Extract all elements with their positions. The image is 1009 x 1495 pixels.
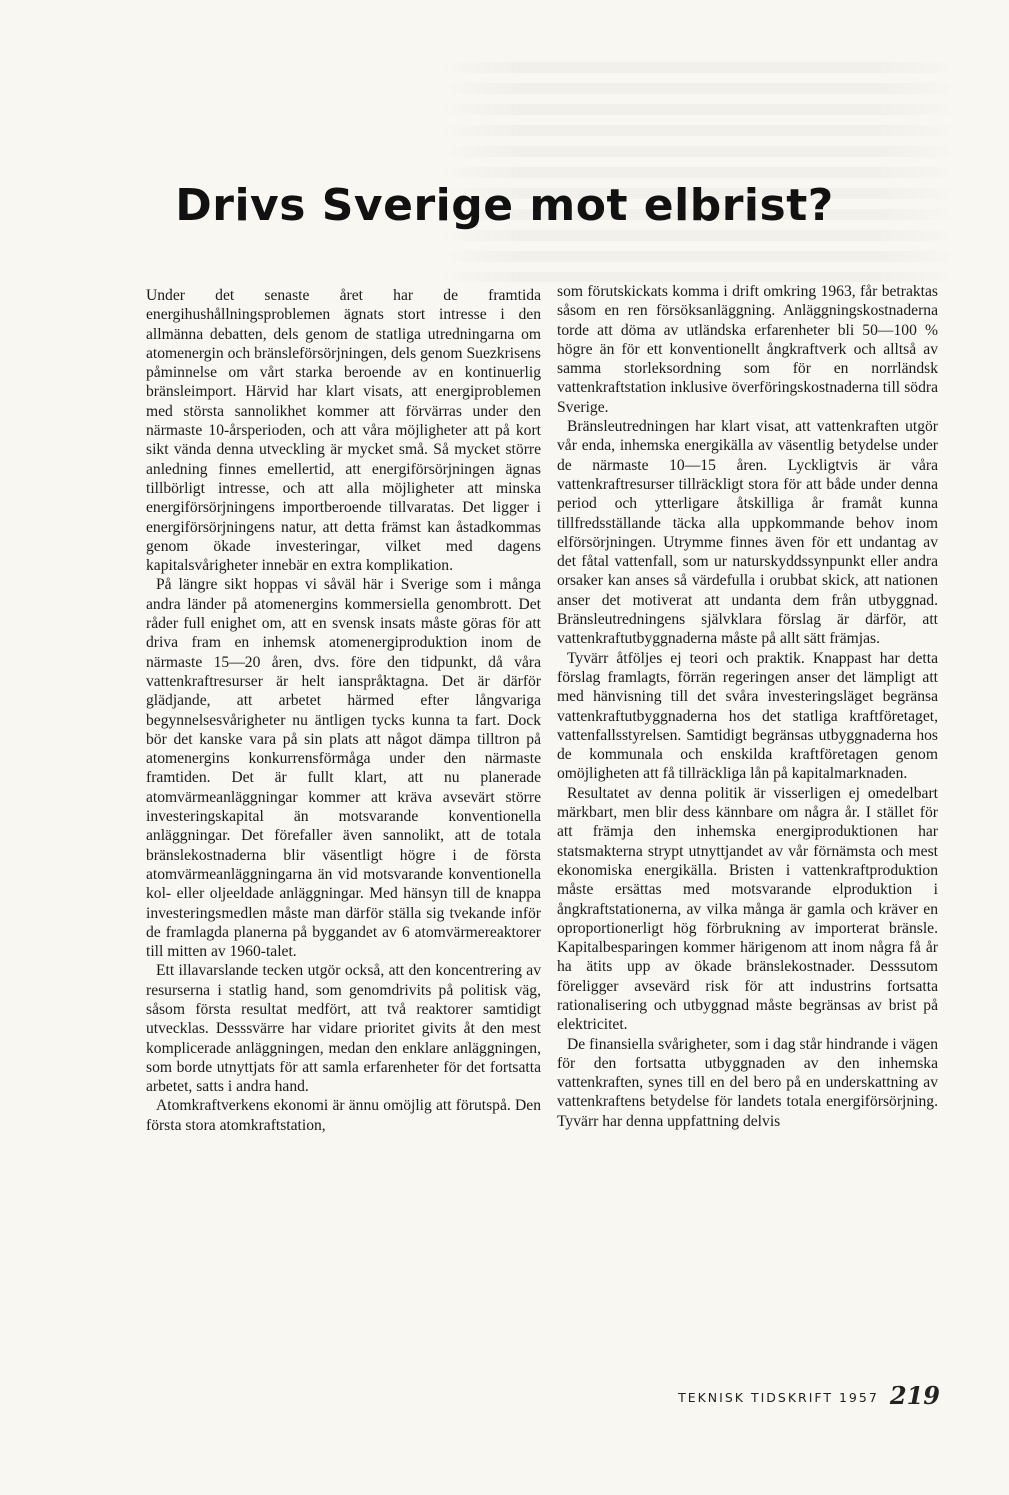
paragraph: Tyvärr åtföljes ej teori och praktik. Knappast har detta förslag framlagts, förrän regeringen anser det lämpligt att med hänvisning till det svåra investeringsläget begränsa vattenkraftutbyggnaderna hos det statliga kraftföretaget, vattenfallsstyrelsen. Samtidigt begränsas utbyggnaderna hos de kommunala och enskilda kraftföretagen genom omöjligheten att få tillräckliga lån på kapitalmarknaden. <box>557 649 938 783</box>
paragraph: De finansiella svårigheter, som i dag står hindrande i vägen för den fortsatta utbyggnaden av den inhemska vattenkraften, synes till en del bero på en underskattning av vattenkraftens betydelse för landets totala energiförsörjning. Tyvärr har denna uppfattning delvis <box>557 1035 938 1130</box>
right-column <box>557 282 938 1131</box>
paragraph: Resultatet av denna politik är visserligen ej omedelbart märkbart, men blir dess kännbare om några år. I stället för att främja den inhemska energiproduktionen har statsmakterna strypt utnyttjandet av vår förnämsta och mest ekonomiska energikälla. Bristen i vattenkraftproduktion måste ersättas med motsvarande elproduktion i ångkraftstationerna, av vilka många är gamla och kräver en oproportionerligt hög förbrukning av importerat bränsle. Kapitalbesparingen kommer härigenom att inom några få år ha ätits upp av ökade bränslekostnader. Desssutom föreligger avsevärd risk för att industrins fortsatta rationalisering och utbyggnad måste begränsas av brist på elektricitet. <box>557 784 938 1034</box>
paragraph: Atomkraftverkens ekonomi är ännu omöjlig att förutspå. Den första stora atomkraftstation, <box>146 1097 541 1134</box>
paragraph: Bränsleutredningen har klart visat, att vattenkraften utgör vår enda, inhemska energikälla av väsentlig betydelse under de närmaste 10—15 åren. Lyckligtvis är våra vattenkraftresurser tillräckligt stora för att både under denna period och ytterligare åtskilliga år framåt kunna tillfredsställande täcka alla uppkommande behov inom elförsörjningen. Utrymme finnes även för ett undantag av det fåtal vattenfall, som ur naturskyddssynpunkt eller andra orsaker kan anses så värdefulla i orubbat skick, att nationen anser det motiverat att undanta dem från utbyggnad. Bränsleutredningens självklara förslag är därför, att vattenkraftutbyggnaderna måste på allt sätt främjas. <box>557 418 938 648</box>
paragraph: Ett illavarslande tecken utgör också, att den koncentrering av resurserna i statlig hand, som genomdrivits på politisk väg, såsom första resultat medfört, att två reaktorer samtidigt utvecklas. Desssvärre har vidare prioritet givits åt den mest komplicerade anläggningen, medan den enklare anläggningen, som borde utnyttjats för att samla erfarenheter för det fortsatta arbetet, satts i andra hand. <box>146 962 541 1096</box>
article-title: Drivs Sverige mot elbrist? <box>175 180 834 231</box>
paragraph: som förutskickats komma i drift omkring 1963, får betraktas såsom en ren försöksanläggning. Anläggningskostnaderna torde att döma av utländska erfarenheter bli 50—100 % högre än för ett konventionellt ångkraftverk och alltså av samma storleksordning som för en norrländsk vattenkraftstation inklusive överföringskostnaderna till södra Sverige. <box>557 283 938 416</box>
left-column <box>146 286 541 1135</box>
bleed-through-texture <box>440 62 960 282</box>
page-number: 219 <box>889 1381 940 1410</box>
paragraph: Under det senaste året har de framtida energihushållningsproblemen ägnats stort intresse i den allmänna debatten, dels genom de statliga utredningarna om atomenergin och bränsleförsörjningen, dels genom Suezkrisens påminnelse om vårt starka beroende av en kontinuerlig bränsleimport. Härvid har klart visats, att energiproblemen med största sannolikhet kommer att förvärras under den närmaste 10-årsperioden, och att våra möjligheter att på kort sikt vända denna utveckling är mycket små. Så mycket större anledning finnes emellertid, att energiförsörjningen ägnas tillbörligt intresse, och att alla möjligheter att minska energiförsörjningens importberoende tillvaratas. Det ligger i energiförsörjningens natur, att detta främst kan åstadkommas genom ökade investeringar, vilket med dagens kapitalsvårigheter innebär en extra komplikation. <box>146 287 541 575</box>
page-footer <box>672 1381 940 1410</box>
journal-name: TEKNISK TIDSKRIFT 1957 <box>678 1390 879 1405</box>
paragraph: På längre sikt hoppas vi såväl här i Sverige som i många andra länder på atomenergins kommersiella genombrott. Det råder full enighet om, att en svensk insats måste göras för att driva fram en inhemsk atomenergiproduktion inom de närmaste 15—20 åren, dvs. före den tidpunkt, då våra vattenkraftresurser är helt ianspråktagna. Det är därför glädjande, att arbetet härmed efter långvariga begynnelsesvårigheter nu äntligen tycks kunna ta fart. Dock bör det kanske vara på sin plats att något dämpa tilltron på atomenergins konkurrensförmåga under den närmaste framtiden. Det är fullt klart, att nu planerade atomvärmeanläggningar kommer att kräva avsevärt större investeringskapital än motsvarande konventionella anläggningar. Det förefaller även sannolikt, att de totala bränslekostnaderna blir väsentligt högre i de första atomvärmeanläggningarna än vid motsvarande konventionella kol- eller oljeeldade anläggningar. Med hänsyn till de knappa investeringsmedlen måste man därför ställa sig tvekande inför de framlagda planerna på byggandet av 6 atomvärmereaktorer till mitten av 1960-talet. <box>146 576 541 961</box>
